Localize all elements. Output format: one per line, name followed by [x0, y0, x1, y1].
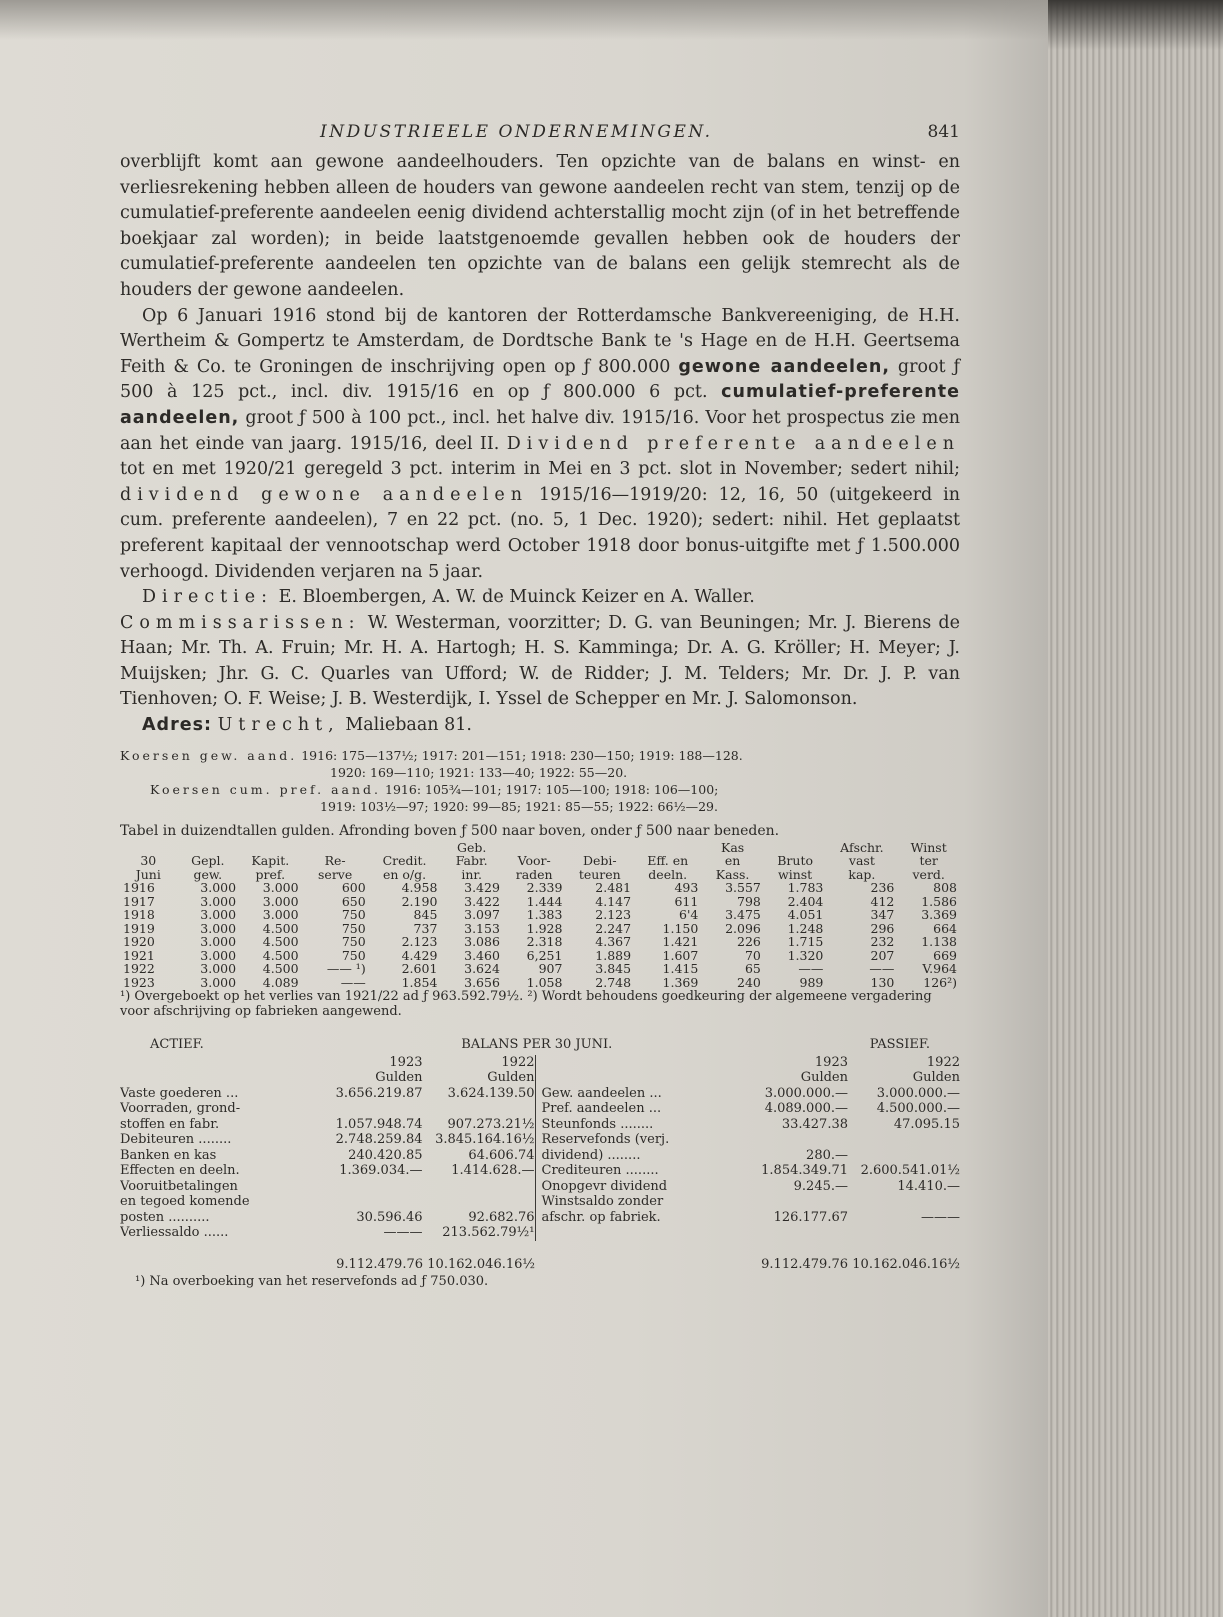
tabel-note: Tabel in duizendtallen gulden. Afronding boven ƒ 500 naar boven, onder ƒ 500 naar beneden.	[120, 822, 780, 839]
directie-label: Directie:	[142, 587, 274, 608]
table-cell: 226	[737, 934, 761, 950]
balans-row-value: 1.854.349.71	[761, 1163, 848, 1179]
table-cell: 3.000	[200, 920, 237, 936]
unit-gulden: Gulden	[487, 1070, 535, 1086]
text-gewone-aandeelen: gewone aandeelen,	[678, 356, 890, 377]
balans-unit-row	[120, 1070, 535, 1086]
table-cell: 1923	[123, 974, 155, 990]
balans-actief	[120, 1055, 536, 1241]
balans-row-value	[423, 1101, 535, 1117]
table-cell: 3.557	[725, 880, 761, 896]
table-cell: 1.444	[526, 893, 563, 909]
table-cell: 1.586	[921, 893, 957, 909]
balans-row-value: 213.562.79½¹	[442, 1225, 535, 1241]
table-cell: 236	[870, 880, 895, 896]
balans-row-label: Debiteuren ........	[120, 1132, 232, 1148]
table-cell: 1.607	[662, 947, 699, 963]
table-cell: 1.150	[662, 920, 699, 936]
table-header-cell: pref.	[255, 866, 286, 882]
table-cell: 296	[870, 920, 895, 936]
table-cell: 6,251	[526, 947, 563, 963]
table-cell: 3.153	[464, 920, 500, 936]
balans-row-value	[736, 1194, 848, 1210]
table-cell: 750	[341, 947, 366, 963]
table-cell: 907	[538, 961, 563, 977]
table-cell: 3.369	[921, 907, 957, 923]
unit-gulden: Gulden	[800, 1070, 848, 1086]
table-cell: 4.500	[262, 920, 299, 936]
table-cell: 798	[737, 893, 761, 909]
balans-totals	[120, 1257, 960, 1273]
table-header-cell	[302, 841, 369, 855]
koersen-cum-1: 1916: 105¾—101; 1917: 105—100; 1918: 106—100;	[385, 781, 719, 797]
table-cell: 1922	[123, 961, 155, 977]
balans-row-value	[311, 1101, 423, 1117]
balans-row-value	[848, 1132, 960, 1148]
table-header-cell: Afschr.	[840, 839, 884, 855]
table-header-cell	[503, 841, 566, 855]
paragraph-stemrecht: overblijft komt aan gewone aandeelhouders. Ten opzichte van de balans en winst- en verliesrekening hebben alleen de houders van gewone aandeelen recht van stem, tenzij op de cumulatief-preferente aandeelen eenig dividend achterstallig mocht zijn (of in het betreffende boekjaar zal worden); in beide laatstgenoemde gevallen hebben ook de houders der cumulatief-preferente aandeelen ten opzichte van de balans een gelijk stemrecht als de houders der gewone aandeelen.	[120, 152, 960, 300]
balans-row-label: Vooruitbetalingen	[120, 1178, 238, 1194]
table-cell: 240	[737, 974, 761, 990]
table-cell: 600	[341, 880, 366, 896]
koersen-gewone-1: 1916: 175—137½; 1917: 201—151; 1918: 230—150; 1919: 188—128.	[301, 747, 743, 763]
balans-row-value: 92.682.76	[468, 1209, 535, 1225]
table-cell: ——	[869, 961, 895, 977]
balans-row-value: 2.600.541.01½	[860, 1163, 960, 1179]
table-cell: 3.000	[200, 961, 237, 977]
table-header-cell: gew.	[193, 866, 223, 882]
table-header-cell: Juni	[135, 866, 161, 882]
balans-row-value: 3.845.164.16½	[435, 1132, 535, 1148]
table-header-cell: Gepl.	[191, 853, 225, 869]
balans-row-value: 4.089.000.—	[764, 1101, 848, 1117]
table-cell: 1.320	[787, 947, 824, 963]
page-edges-shadow	[1048, 0, 1223, 50]
balans-row-label: Crediteuren ........	[541, 1163, 659, 1179]
table-cell: 3.000	[262, 893, 299, 909]
table-header-cell: raden	[515, 866, 553, 882]
table-header-cell: Credit.	[382, 853, 427, 869]
balans-row	[536, 1148, 961, 1164]
balans-row-value: 4.500.000.—	[876, 1101, 960, 1117]
page-top-shadow	[0, 0, 1048, 40]
table-cell: 1.138	[921, 934, 957, 950]
table-row	[120, 908, 960, 922]
table-header-cell: inr.	[461, 866, 482, 882]
koersen-gewone-label: Koersen gew. aand.	[120, 747, 298, 763]
table-cell: 493	[674, 880, 699, 896]
financial-table	[120, 841, 960, 990]
balans-row-label: Voorraden, grond-	[120, 1101, 241, 1117]
table-cell: 3.429	[464, 880, 500, 896]
table-header-cell: en o/g.	[382, 866, 427, 882]
table-header-cell: Kapit.	[251, 853, 290, 869]
balans-row-value: 64.606.74	[468, 1147, 535, 1163]
table-header-cell: Kas	[720, 839, 745, 855]
balans-row-label: Reservefonds (verj.	[541, 1132, 670, 1148]
koersen-gewone-2: 1920: 169—110; 1921: 133—40; 1922: 55—20.	[330, 764, 628, 780]
balans-header	[120, 1037, 960, 1053]
table-cell: 4.500	[262, 961, 299, 977]
table-cell: 3.422	[464, 893, 500, 909]
table-cell: 3.475	[725, 907, 761, 923]
text-segment: 1915/16—1919/20: 12, 16, 50 (uitgekeerd in cum. preferente aandeelen), 7 en 22 pct. (no. 5, 1 Dec. 1920); sedert: nihil. Het geplaatst preferent kapitaal der vennootschap werd October 1918 door bonus-uitgifte met ƒ 1.500.000 verhoogd. Dividenden verjaren na 5 jaar.	[120, 484, 960, 582]
text-dividend-gewone: dividend gewone aandeelen	[120, 484, 529, 505]
page-edges	[1048, 0, 1223, 1617]
table-cell: 3.845	[595, 961, 632, 977]
table-cell: 808	[933, 880, 957, 896]
year-1923: 1923	[389, 1054, 423, 1070]
koersen-block	[120, 747, 960, 815]
paragraph-commissarissen	[120, 611, 960, 713]
balans-row	[536, 1179, 961, 1195]
balans-row	[120, 1225, 535, 1241]
table-cell: 4.089	[262, 974, 299, 990]
text-segment: tot en met 1920/21 geregeld 3 pct. interim in Mei en 3 pct. slot in November; sedert nihil;	[120, 459, 960, 480]
paragraph-directie	[120, 585, 960, 611]
table-header-row	[120, 868, 960, 882]
table-cell: 2.123	[595, 907, 632, 923]
table-cell: 3.000	[200, 974, 237, 990]
table-row	[120, 935, 960, 949]
balans-row-value: 33.427.38	[781, 1116, 848, 1132]
balans-row-value: ———	[921, 1209, 960, 1225]
balans-block	[120, 1037, 960, 1290]
table-cell: 3.656	[464, 974, 500, 990]
table-cell: 347	[870, 907, 895, 923]
table-row	[120, 962, 960, 976]
table-cell: 1919	[123, 920, 155, 936]
balans-row-label: Winstsaldo zonder	[541, 1194, 664, 1210]
balans-title: BALANS PER 30 JUNI.	[461, 1037, 613, 1053]
table-cell: 2.318	[526, 934, 563, 950]
table-header-cell	[634, 841, 701, 855]
table-header-cell: Bruto	[777, 853, 813, 869]
table-cell: 4.367	[595, 934, 632, 950]
balans-row	[120, 1117, 535, 1133]
table-cell: 1.248	[787, 920, 824, 936]
balans-row-value: 2.748.259.84	[335, 1132, 423, 1148]
table-header-row	[120, 841, 960, 855]
balans-row	[536, 1086, 961, 1102]
balans-row-label: dividend) ........	[541, 1147, 641, 1163]
table-cell: 2.404	[787, 893, 824, 909]
table-cell: 650	[341, 893, 366, 909]
table-header-cell	[120, 841, 177, 855]
balans-year-row	[120, 1055, 535, 1071]
table-cell: ——	[798, 961, 824, 977]
table-cell: 4.958	[401, 880, 438, 896]
table-cell: 1918	[123, 907, 155, 923]
table-header-cell	[177, 841, 240, 855]
table-cell: 130	[870, 974, 895, 990]
koersen-gewone-line	[120, 747, 960, 764]
page-number: 841	[927, 122, 960, 142]
table-cell: ——	[340, 974, 366, 990]
balans-row-label: stoffen en fabr.	[120, 1116, 220, 1132]
table-cell: 6'4	[679, 907, 699, 923]
table-cell: 1.715	[787, 934, 824, 950]
table-cell: 2.601	[401, 961, 438, 977]
unit-gulden: Gulden	[375, 1070, 423, 1086]
text-segment: groot ƒ 500 à 100 pct., incl. het halve div. 1915/16. Voor het prospectus zie men aan het einde van jaarg. 1915/16, deel II.	[120, 407, 960, 454]
balans-row	[536, 1163, 961, 1179]
table-cell: 1.369	[662, 974, 699, 990]
balans-row-value: 907.273.21½	[447, 1116, 535, 1132]
balans-row	[120, 1101, 535, 1117]
adres-city: Utrecht,	[217, 715, 340, 736]
text-cumulatief-preferente: cumulatief-preferente aandeelen,	[120, 382, 960, 428]
table-cell: 737	[413, 920, 438, 936]
table-cell: 3.000	[262, 880, 299, 896]
table-cell: 4.500	[262, 947, 299, 963]
text-segment: groot ƒ 500 à 125 pct., incl. div. 1915/16 en op ƒ 800.000 6 pct.	[120, 356, 960, 403]
table-cell: 1.928	[526, 920, 563, 936]
table-header-cell	[764, 841, 827, 855]
adres-label: Adres:	[142, 715, 212, 736]
balans-row-label: Effecten en deeln.	[120, 1163, 240, 1179]
text-segment: Op 6 Januari 1916 stond bij de kantoren der Rotterdamsche Bankvereeniging, de H.H. Wertheim & Gompertz te Amsterdam, de Dordtsche Bank te 's Hage en de H.H. Geertsema Feith & Co. te Groningen de inschrijving open op ƒ 800.000	[120, 305, 960, 377]
balans-row-label: Gew. aandeelen ...	[541, 1085, 662, 1101]
table-row	[120, 922, 960, 936]
balans-row-value	[423, 1179, 535, 1195]
balans-row	[536, 1210, 961, 1226]
passief-label: PASSIEF.	[869, 1037, 930, 1053]
balans-row-label: Vaste goederen ...	[120, 1085, 239, 1101]
table-cell: 4.500	[262, 934, 299, 950]
table-cell: 2.247	[595, 920, 632, 936]
table-row	[120, 976, 960, 990]
table-cell: 2.339	[526, 880, 563, 896]
balans-row-value: 1.414.628.—	[451, 1163, 535, 1179]
table-cell: 1916	[123, 880, 155, 896]
balans-row-label: Verliessaldo ......	[120, 1225, 229, 1241]
table-cell: 1921	[123, 947, 155, 963]
table-cell: 845	[413, 907, 438, 923]
balans-year-row	[536, 1055, 961, 1071]
balans-row-value: 30.596.46	[356, 1209, 423, 1225]
directie-text: E. Bloembergen, A. W. de Muinck Keizer en A. Waller.	[278, 587, 755, 608]
table-cell: 207	[870, 947, 895, 963]
table-cell: 1.783	[787, 880, 824, 896]
table-header-cell: en	[724, 853, 741, 869]
balans-row	[120, 1163, 535, 1179]
table-cell: 3.460	[464, 947, 500, 963]
table-cell: 412	[870, 893, 895, 909]
balans-row	[120, 1148, 535, 1164]
table-cell: 3.097	[464, 907, 500, 923]
table-header-cell: deeln.	[648, 866, 688, 882]
table-header-row	[120, 854, 960, 868]
table-header-cell: ter	[919, 853, 938, 869]
table-cell: 1.383	[526, 907, 563, 923]
table-cell: 1.854	[401, 974, 438, 990]
table-cell: 611	[674, 893, 699, 909]
table-cell: 1917	[123, 893, 155, 909]
total-actief-1923: 9.112.479.76	[336, 1256, 423, 1272]
page-content	[120, 122, 960, 1290]
text-dividend-preferente: Dividend preferente aandeelen	[506, 433, 960, 454]
table-header-cell: Geb.	[456, 839, 487, 855]
koersen-cum-2: 1919: 103½—97; 1920: 99—85; 1921: 85—55; 1922: 66½—29.	[320, 798, 718, 814]
balans-row-value: 240.420.85	[348, 1147, 423, 1163]
koersen-cum-line	[120, 781, 960, 798]
table-cell: 2.096	[725, 920, 761, 936]
balans-row-value: 1.369.034.—	[339, 1163, 423, 1179]
balans-row-label: posten ..........	[120, 1209, 210, 1225]
balans-row-value: 14.410.—	[897, 1178, 960, 1194]
table-header-cell: Fabr.	[455, 853, 488, 869]
table-cell: 1.415	[662, 961, 699, 977]
balans-row-label: afschr. op fabriek.	[541, 1209, 661, 1225]
table-header-cell: 30	[140, 853, 157, 869]
balans-row-value: 3.656.219.87	[335, 1085, 423, 1101]
totals-actief	[120, 1257, 535, 1273]
balans-row-value: ———	[383, 1225, 423, 1241]
commissarissen-label: Commissarissen:	[120, 612, 361, 633]
table-cell: 2.190	[401, 893, 438, 909]
table-cell: 3.624	[464, 961, 500, 977]
table-cell: 3.000	[200, 880, 237, 896]
balans-row	[536, 1117, 961, 1133]
table-cell: 989	[799, 974, 824, 990]
table-cell: 750	[341, 920, 366, 936]
table-cell: 126²)	[923, 974, 957, 990]
balans-row	[536, 1101, 961, 1117]
totals-passief	[535, 1257, 960, 1273]
table-cell: 3.000	[200, 947, 237, 963]
balans-row-label: en tegoed komende	[120, 1194, 250, 1210]
balans-row-value	[423, 1194, 535, 1210]
table-cell: 750	[341, 907, 366, 923]
table-header-cell: Debi-	[582, 853, 617, 869]
unit-gulden: Gulden	[912, 1070, 960, 1086]
table-cell: 2.481	[595, 880, 632, 896]
table-cell: 1.421	[662, 934, 699, 950]
actief-label: ACTIEF.	[150, 1037, 204, 1053]
paragraph-inschrijving	[120, 304, 960, 586]
balans-row-value: 9.245.—	[793, 1178, 848, 1194]
balans-row-value	[848, 1148, 960, 1164]
balans-row	[120, 1086, 535, 1102]
balans-row-value	[311, 1194, 423, 1210]
table-header-cell: verd.	[912, 866, 945, 882]
total-actief-1922: 10.162.046.16½	[427, 1256, 535, 1272]
balans-unit-row	[536, 1070, 961, 1086]
table-footnote: ¹) Overgeboekt op het verlies van 1921/22 ad ƒ 963.592.79½. ²) Wordt behoudens goedkeuring der algemeene vergadering voor afschrijving op fabrieken aangewend.	[120, 989, 932, 1020]
balans-row	[120, 1194, 535, 1210]
balans-row	[536, 1194, 961, 1210]
table-cell: 65	[744, 961, 761, 977]
table-header-cell: Kass.	[715, 866, 750, 882]
table-cell: 232	[870, 934, 895, 950]
balans-row-value	[311, 1179, 423, 1195]
total-passief-1922: 10.162.046.16½	[852, 1256, 960, 1272]
table-cell: 3.086	[464, 934, 500, 950]
paragraph-adres	[120, 713, 960, 739]
table-cell: 1.889	[595, 947, 632, 963]
commissarissen-text: W. Westerman, voorzitter; D. G. van Beuningen; Mr. J. Bierens de Haan; Mr. Th. A. Fruin; Mr. H. A. Hartogh; H. S. Kamminga; Dr. A. G. Kröller; H. Meyer; J. Muijsken; Jhr. G. C. Quarles van Ufford; W. de Ridder; J. M. Telders; Mr. Dr. J. P. van Tienhoven; O. F. Weise; J. B. Westerdijk, I. Yssel de Schepper en Mr. J. Salomonson.	[120, 612, 960, 710]
balans-row-value: 3.000.000.—	[876, 1085, 960, 1101]
balans-row-label: Pref. aandeelen ...	[541, 1101, 662, 1117]
table-row	[120, 881, 960, 895]
table-header-cell	[565, 841, 634, 855]
table-cell: 4.147	[595, 893, 632, 909]
running-head	[120, 122, 960, 150]
running-head-title: INDUSTRIEELE ONDERNEMINGEN.	[320, 122, 713, 142]
table-cell: 669	[933, 947, 957, 963]
table-header-cell: teuren	[578, 866, 621, 882]
table-header-cell: kap.	[848, 866, 876, 882]
balans-passief	[536, 1055, 961, 1241]
table-cell: 3.000	[262, 907, 299, 923]
balans-row-value: 3.624.139.50	[447, 1085, 535, 1101]
balans-row-value: 280.—	[806, 1147, 848, 1163]
year-1922: 1922	[501, 1054, 535, 1070]
balans-row-value: 47.095.15	[893, 1116, 960, 1132]
balans-row-value: 3.000.000.—	[764, 1085, 848, 1101]
balans-footnote: ¹) Na overboeking van het reservefonds ad ƒ 750.030.	[135, 1274, 489, 1290]
balans-row	[120, 1210, 535, 1226]
table-row	[120, 949, 960, 963]
table-cell: 1.058	[526, 974, 563, 990]
table-row	[120, 895, 960, 909]
table-cell: 4.429	[401, 947, 438, 963]
table-header-cell: vast	[848, 853, 875, 869]
table-header-cell: winst	[778, 866, 813, 882]
table-cell: 3.000	[200, 934, 237, 950]
balans-columns	[120, 1055, 960, 1241]
table-header-cell: Re-	[324, 853, 346, 869]
table-cell: 2.123	[401, 934, 438, 950]
balans-row	[120, 1132, 535, 1148]
table-cell: 2.748	[595, 974, 632, 990]
balans-row-label: Onopgevr dividend	[541, 1178, 668, 1194]
table-cell: 664	[933, 920, 957, 936]
table-cell: 1920	[123, 934, 155, 950]
table-header-cell: Eff. en	[647, 853, 689, 869]
table-cell: V.964	[922, 961, 957, 977]
year-1922: 1922	[926, 1054, 960, 1070]
table-header-cell: serve	[318, 866, 353, 882]
table-cell: 3.000	[200, 907, 237, 923]
table-header-cell: Winst	[910, 839, 947, 855]
table-header-cell: Voor-	[517, 853, 551, 869]
balans-row-label: Steunfonds ........	[541, 1116, 654, 1132]
balans-row-value: 1.057.948.74	[335, 1116, 423, 1132]
table-cell: 70	[744, 947, 761, 963]
table-cell: 750	[341, 934, 366, 950]
table-cell: 3.000	[200, 893, 237, 909]
balans-row-label: Banken en kas	[120, 1147, 217, 1163]
table-cell: —— ¹)	[326, 961, 366, 977]
adres-street: Maliebaan 81.	[345, 715, 472, 736]
table-header-cell	[369, 841, 441, 855]
koersen-cum-label: Koersen cum. pref. aand.	[150, 781, 382, 797]
total-passief-1923: 9.112.479.76	[761, 1256, 848, 1272]
balans-row-value: 126.177.67	[773, 1209, 848, 1225]
year-1923: 1923	[814, 1054, 848, 1070]
balans-row-value	[736, 1132, 848, 1148]
table-cell: 4.051	[787, 907, 824, 923]
balans-row-value	[848, 1194, 960, 1210]
balans-row	[120, 1179, 535, 1195]
table-header-cell	[239, 841, 302, 855]
balans-row	[536, 1132, 961, 1148]
